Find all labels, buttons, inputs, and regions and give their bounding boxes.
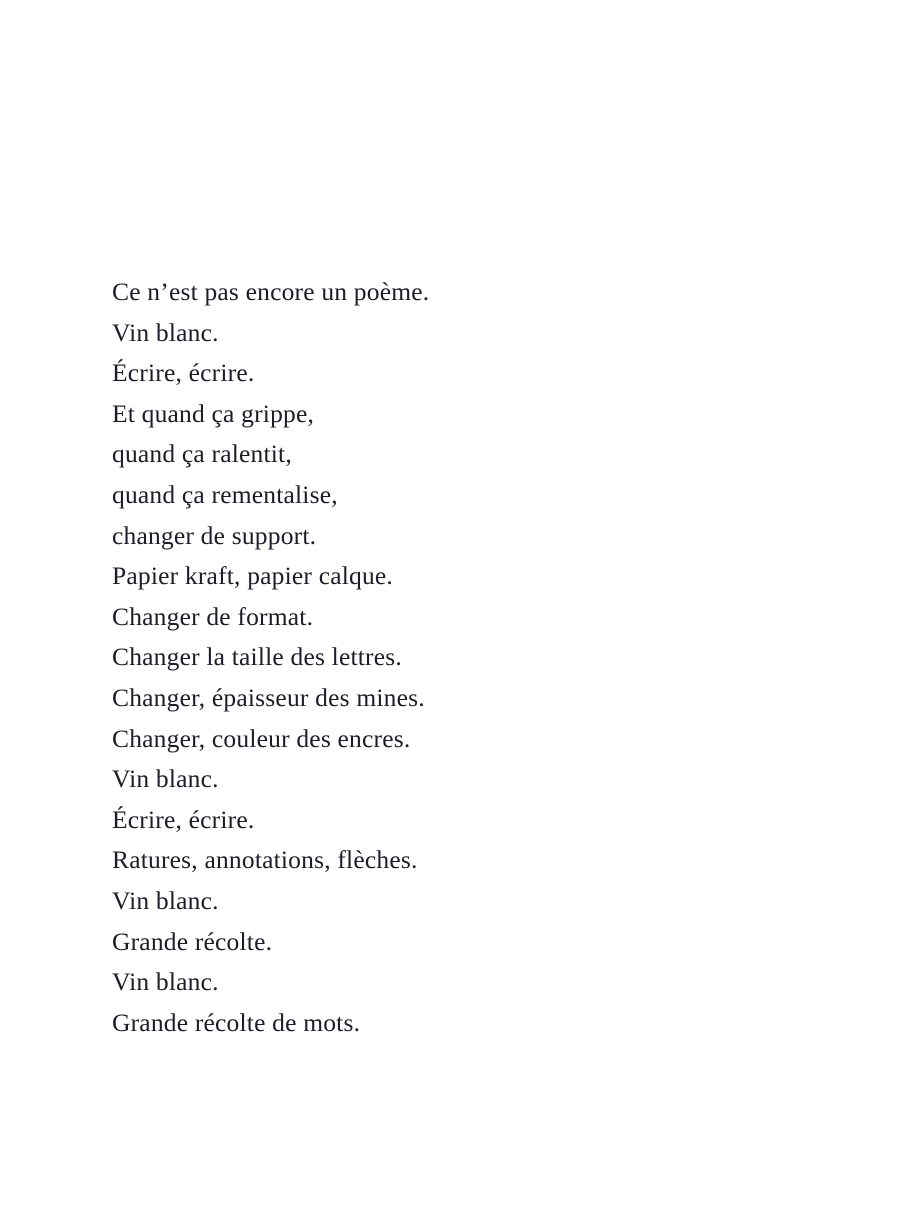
poem-line: Changer, épaisseur des mines. — [112, 682, 425, 712]
poem-line: Vin blanc. — [112, 317, 219, 347]
poem-line: Changer la taille des lettres. — [112, 642, 402, 672]
poem-body — [112, 272, 752, 1043]
poem-line: Grande récolte de mots. — [112, 1007, 361, 1037]
poem-line: Écrire, écrire. — [112, 804, 255, 834]
poem-line: quand ça ralentit, — [112, 439, 292, 469]
poem-line: Ratures, annotations, flèches. — [112, 845, 418, 875]
poem-line: Grande récolte. — [112, 926, 273, 956]
poem-line: quand ça rementalise, — [112, 479, 338, 509]
poem-line: Écrire, écrire. — [112, 358, 255, 388]
poem-line: Changer de format. — [112, 601, 314, 631]
poem-line: Vin blanc. — [112, 967, 219, 997]
poem-line: Vin blanc. — [112, 764, 219, 794]
poem-line: Et quand ça grippe, — [112, 398, 315, 428]
poem-line: Changer, couleur des encres. — [112, 723, 411, 753]
poem-line: Papier kraft, papier calque. — [112, 561, 394, 591]
poem-line: changer de support. — [112, 520, 317, 550]
poem-line: Vin blanc. — [112, 885, 219, 915]
poem-line: Ce n’est pas encore un poème. — [112, 277, 430, 306]
